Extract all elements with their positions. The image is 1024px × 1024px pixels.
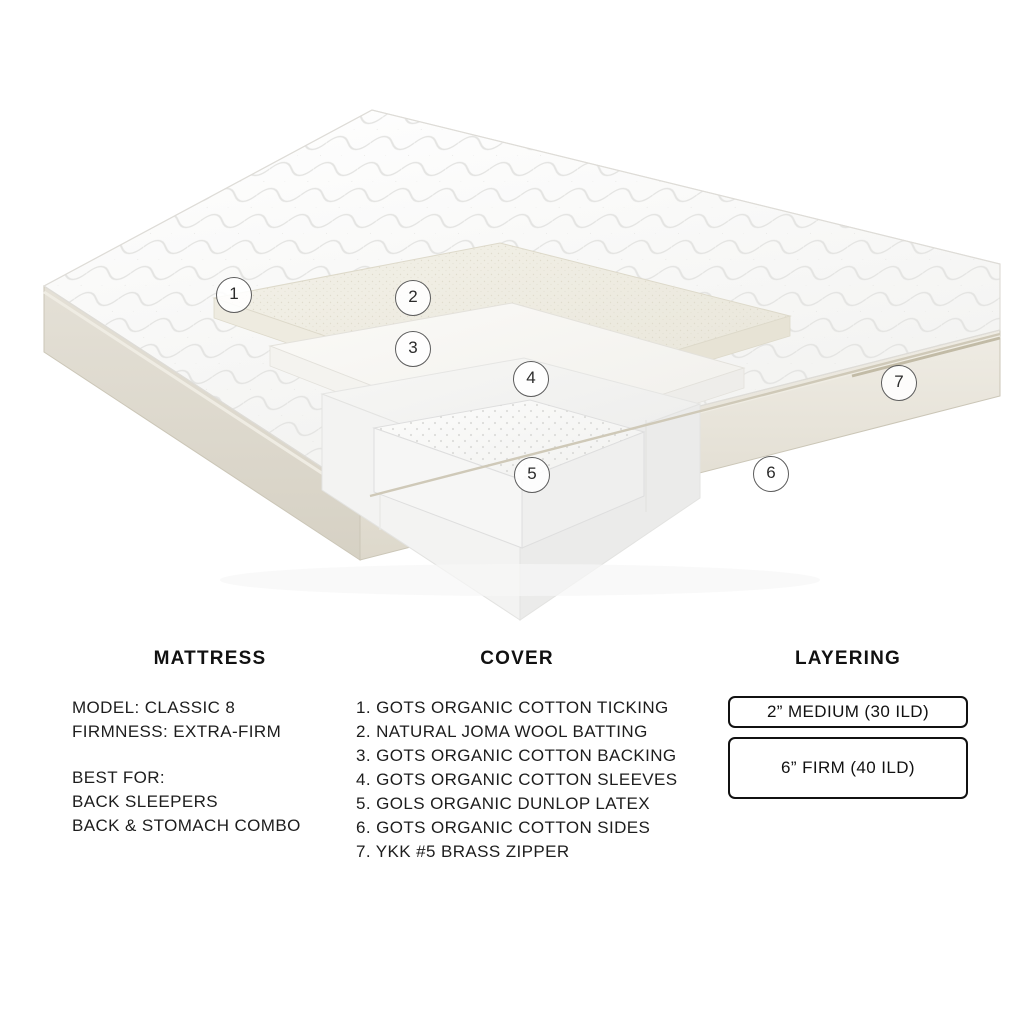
cover-item-4: 4. GOTS ORGANIC COTTON SLEEVES — [356, 770, 678, 789]
best-for-label: BEST FOR: — [72, 768, 166, 787]
cover-item-5: 5. GOLS ORGANIC DUNLOP LATEX — [356, 794, 650, 813]
mattress-column-lines — [60, 696, 360, 838]
layer-bottom-firm: 6” FIRM (40 ILD) — [728, 737, 968, 799]
layering-column-title: LAYERING — [794, 648, 902, 669]
callout-3: 3 — [395, 331, 431, 367]
cover-item-3: 3. GOTS ORGANIC COTTON BACKING — [356, 746, 677, 765]
cover-item-7: 7. YKK #5 BRASS ZIPPER — [356, 842, 570, 861]
callout-1: 1 — [216, 277, 252, 313]
spacer — [72, 744, 360, 766]
best-for-item-1: BACK SLEEPERS — [72, 792, 218, 811]
cover-item-2: 2. NATURAL JOMA WOOL BATTING — [356, 722, 648, 741]
callout-4: 4 — [513, 361, 549, 397]
mattress-column-title: MATTRESS — [153, 648, 267, 669]
cover-column — [352, 648, 682, 864]
cover-item-6: 6. GOTS ORGANIC COTTON SIDES — [356, 818, 651, 837]
mattress-model: MODEL: CLASSIC 8 — [72, 698, 236, 717]
callout-2: 2 — [395, 280, 431, 316]
mattress-firmness: FIRMNESS: EXTRA-FIRM — [72, 722, 282, 741]
cover-item-1: 1. GOTS ORGANIC COTTON TICKING — [356, 698, 669, 717]
mattress-column — [60, 648, 360, 838]
callout-6: 6 — [753, 456, 789, 492]
best-for-item-2: BACK & STOMACH COMBO — [72, 816, 301, 835]
callout-5: 5 — [514, 457, 550, 493]
callout-7: 7 — [881, 365, 917, 401]
layer-top-medium: 2” MEDIUM (30 ILD) — [728, 696, 968, 728]
cover-column-title: COVER — [480, 648, 554, 669]
layering-column — [728, 648, 968, 799]
specs-panel — [0, 648, 1024, 1024]
cover-column-lines — [352, 696, 682, 864]
